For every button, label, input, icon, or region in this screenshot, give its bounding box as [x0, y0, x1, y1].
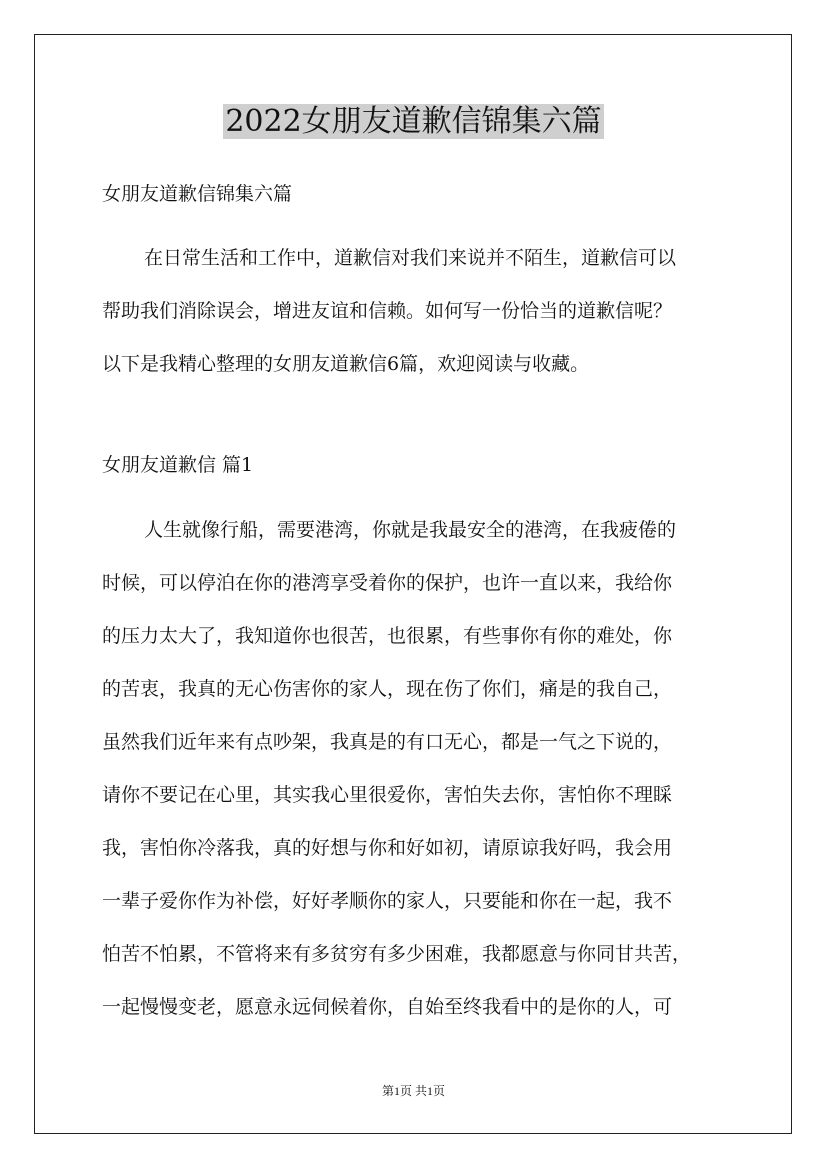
- body-line-2: 时候，可以停泊在你的港湾享受着你的保护，也许一直以来，我给你: [102, 572, 673, 594]
- page-footer: 第1页 共1页: [381, 1084, 445, 1098]
- intro-line-1: 在日常生活和工作中，道歉信对我们来说并不陌生，道歉信可以: [144, 247, 677, 269]
- intro-paragraph: [102, 232, 742, 391]
- document-subtitle: 女朋友道歉信锦集六篇: [102, 183, 293, 205]
- body-line-3: 的压力太大了，我知道你也很苦，也很累，有些事你有你的难处，你: [102, 625, 673, 647]
- body-line-6: 请你不要记在心里，其实我心里很爱你，害怕失去你，害怕你不理睬: [102, 784, 673, 806]
- intro-line-2: 帮助我们消除误会，增进友谊和信赖。如何写一份恰当的道歉信呢？: [102, 300, 673, 322]
- body-line-5: 虽然我们近年来有点吵架，我真是的有口无心，都是一气之下说的，: [102, 731, 673, 753]
- section-paragraph: [102, 504, 742, 1034]
- body-line-1: 人生就像行船，需要港湾，你就是我最安全的港湾，在我疲倦的: [144, 519, 677, 541]
- document-title: [0, 100, 827, 144]
- intro-line-3: 以下是我精心整理的女朋友道歉信6篇，欢迎阅读与收藏。: [102, 353, 590, 375]
- body-line-7: 我，害怕你冷落我，真的好想与你和好如初，请原谅我好吗，我会用: [102, 837, 673, 859]
- body-line-9: 怕苦不怕累，不管将来有多贫穷有多少困难，我都愿意与你同甘共苦，: [102, 943, 692, 965]
- body-line-4: 的苦衷，我真的无心伤害你的家人，现在伤了你们，痛是的我自己，: [102, 678, 673, 700]
- section-title: 女朋友道歉信 篇1: [102, 454, 254, 476]
- body-line-10: 一起慢慢变老，愿意永远伺候着你，自始至终我看中的是你的人，可: [102, 996, 673, 1018]
- document-title-text: 2022女朋友道歉信锦集六篇: [225, 104, 602, 139]
- body-line-8: 一辈子爱你作为补偿，好好孝顺你的家人，只要能和你在一起，我不: [102, 890, 673, 912]
